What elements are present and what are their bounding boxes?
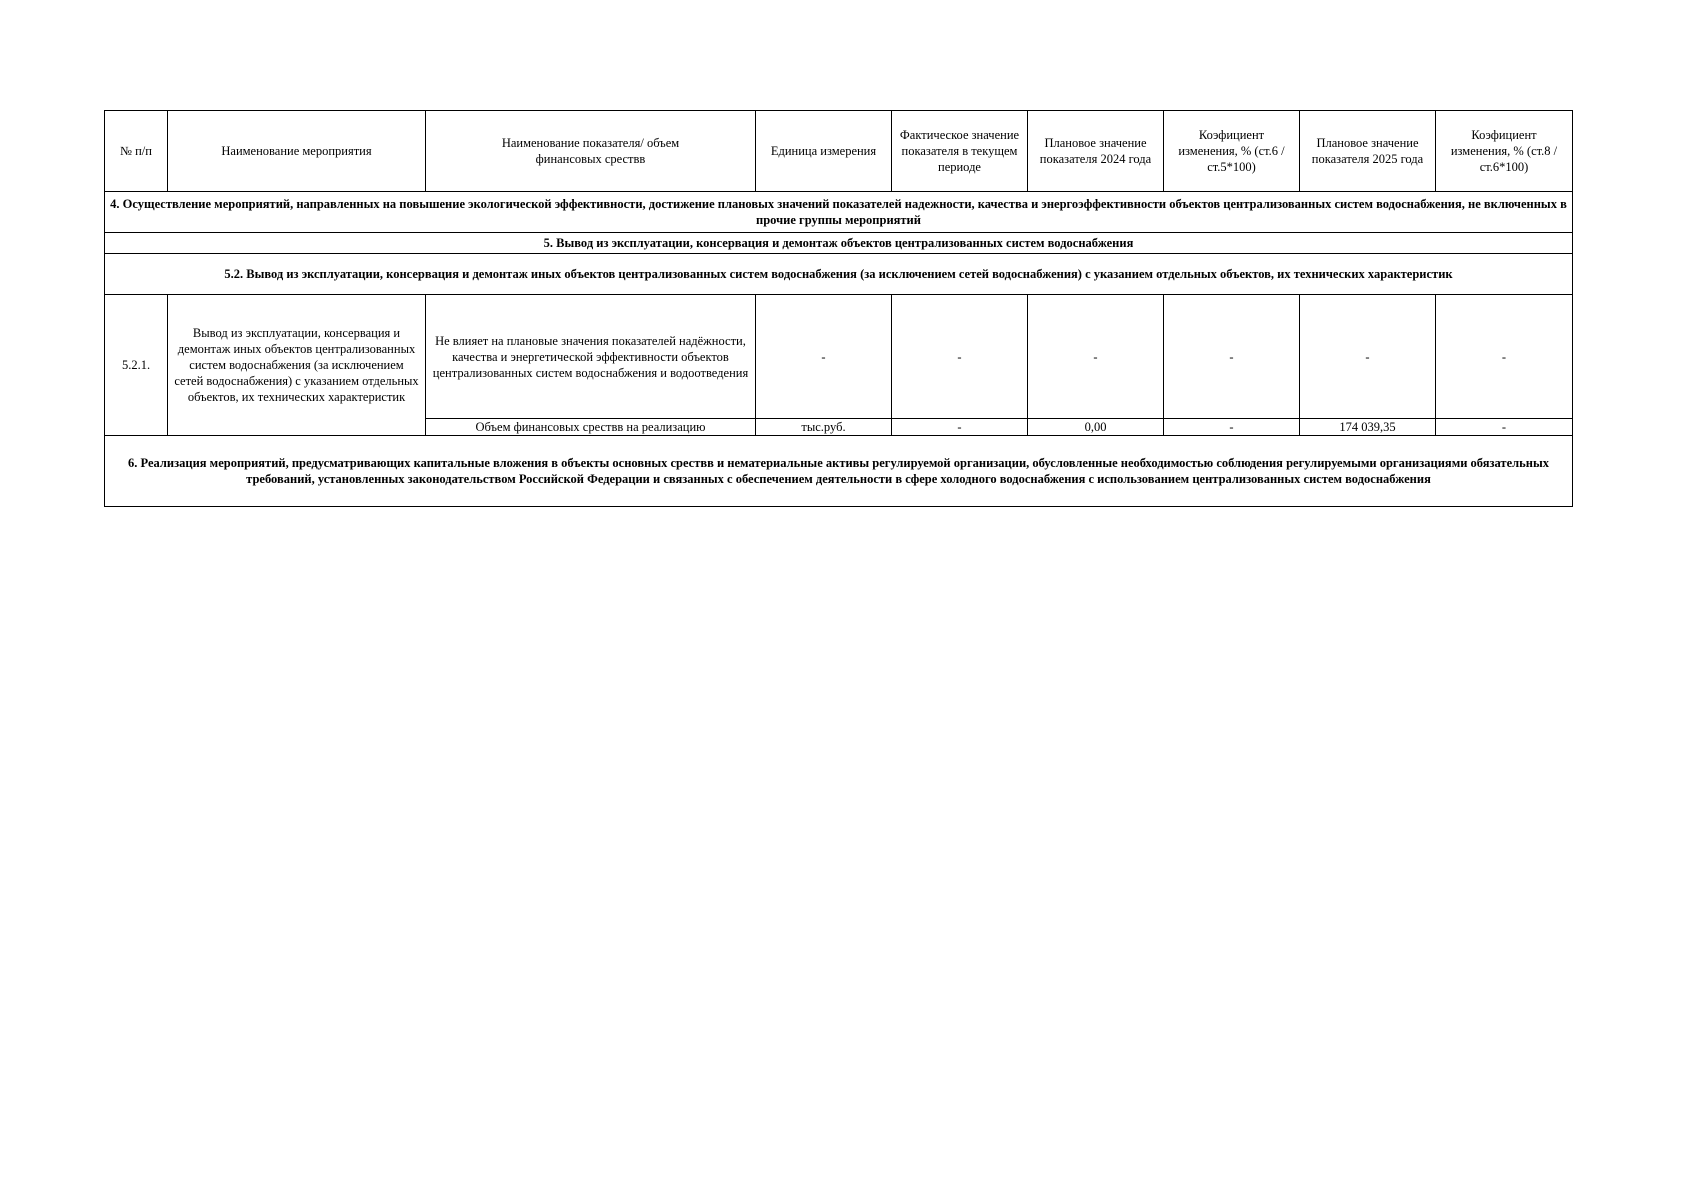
header-number: № п/п bbox=[105, 111, 168, 192]
row-coef-1: - bbox=[1164, 295, 1300, 419]
section-4-title: 4. Осуществление мероприятий, направленных на повышение экологической эффективности, достижение плановых значений показателей надежности, качества и энергоэффективности объектов централизованных систем водоснабжения, не включенных в прочие группы мероприятий bbox=[105, 192, 1573, 233]
row-indicator: Не влияет на плановые значения показателей надёжности, качества и энергетической эффективности объектов централизованных систем водоснабжения и водоотведения bbox=[426, 295, 756, 419]
section-5-2-row bbox=[105, 254, 1573, 295]
header-plan-2024: Плановое значение показателя 2024 года bbox=[1028, 111, 1164, 192]
section-5-2-title: 5.2. Вывод из эксплуатации, консервация и демонтаж иных объектов централизованных систем водоснабжения (за исключением сетей водоснабжения) с указанием отдельных объектов, их технических характеристик bbox=[105, 254, 1573, 295]
section-6-row bbox=[105, 436, 1573, 507]
row-unit: - bbox=[756, 295, 892, 419]
fin-plan-2024: 0,00 bbox=[1028, 419, 1164, 436]
header-coef-1: Коэфициент изменения, % (ст.6 /ст.5*100) bbox=[1164, 111, 1300, 192]
fin-coef-1: - bbox=[1164, 419, 1300, 436]
row-plan-2024: - bbox=[1028, 295, 1164, 419]
header-unit: Единица измерения bbox=[756, 111, 892, 192]
header-event-name: Наименование мероприятия bbox=[168, 111, 426, 192]
header-plan-2025: Плановое значение показателя 2025 года bbox=[1300, 111, 1436, 192]
header-indicator-name: Наименование показателя/ объем финансовых срествв bbox=[426, 111, 756, 192]
header-actual-value: Фактическое значение показателя в текущем периоде bbox=[892, 111, 1028, 192]
row-coef-2: - bbox=[1436, 295, 1573, 419]
fin-coef-2: - bbox=[1436, 419, 1573, 436]
fin-plan-2025: 174 039,35 bbox=[1300, 419, 1436, 436]
table-row bbox=[105, 295, 1573, 419]
row-number: 5.2.1. bbox=[105, 295, 168, 436]
fin-unit: тыс.руб. bbox=[756, 419, 892, 436]
section-5-row bbox=[105, 233, 1573, 254]
row-plan-2025: - bbox=[1300, 295, 1436, 419]
row-actual-value: - bbox=[892, 295, 1028, 419]
table-header-row bbox=[105, 111, 1573, 192]
section-5-title: 5. Вывод из эксплуатации, консервация и демонтаж объектов централизованных систем водоснабжения bbox=[105, 233, 1573, 254]
header-coef-2: Коэфициент изменения, % (ст.8 /ст.6*100) bbox=[1436, 111, 1573, 192]
section-6-title: 6. Реализация мероприятий, предусматривающих капитальные вложения в объекты основных срествв и нематериальные активы регулируемой организации, обусловленные необходимостью соблюдения регулируемыми организациями обязательных требований, установленных законодательством Российской Федерации и связанных с обеспечением деятельности в сфере холодного водоснабжения с использованием централизованных систем водоснабжения bbox=[105, 436, 1573, 507]
investment-program-table bbox=[104, 110, 1573, 507]
fin-actual-value: - bbox=[892, 419, 1028, 436]
fin-indicator: Объем финансовых срествв на реализацию bbox=[426, 419, 756, 436]
row-event-name: Вывод из эксплуатации, консервация и демонтаж иных объектов централизованных систем водоснабжения (за исключением сетей водоснабжения) с указанием отдельных объектов, их технических характеристик bbox=[168, 295, 426, 436]
section-4-row bbox=[105, 192, 1573, 233]
